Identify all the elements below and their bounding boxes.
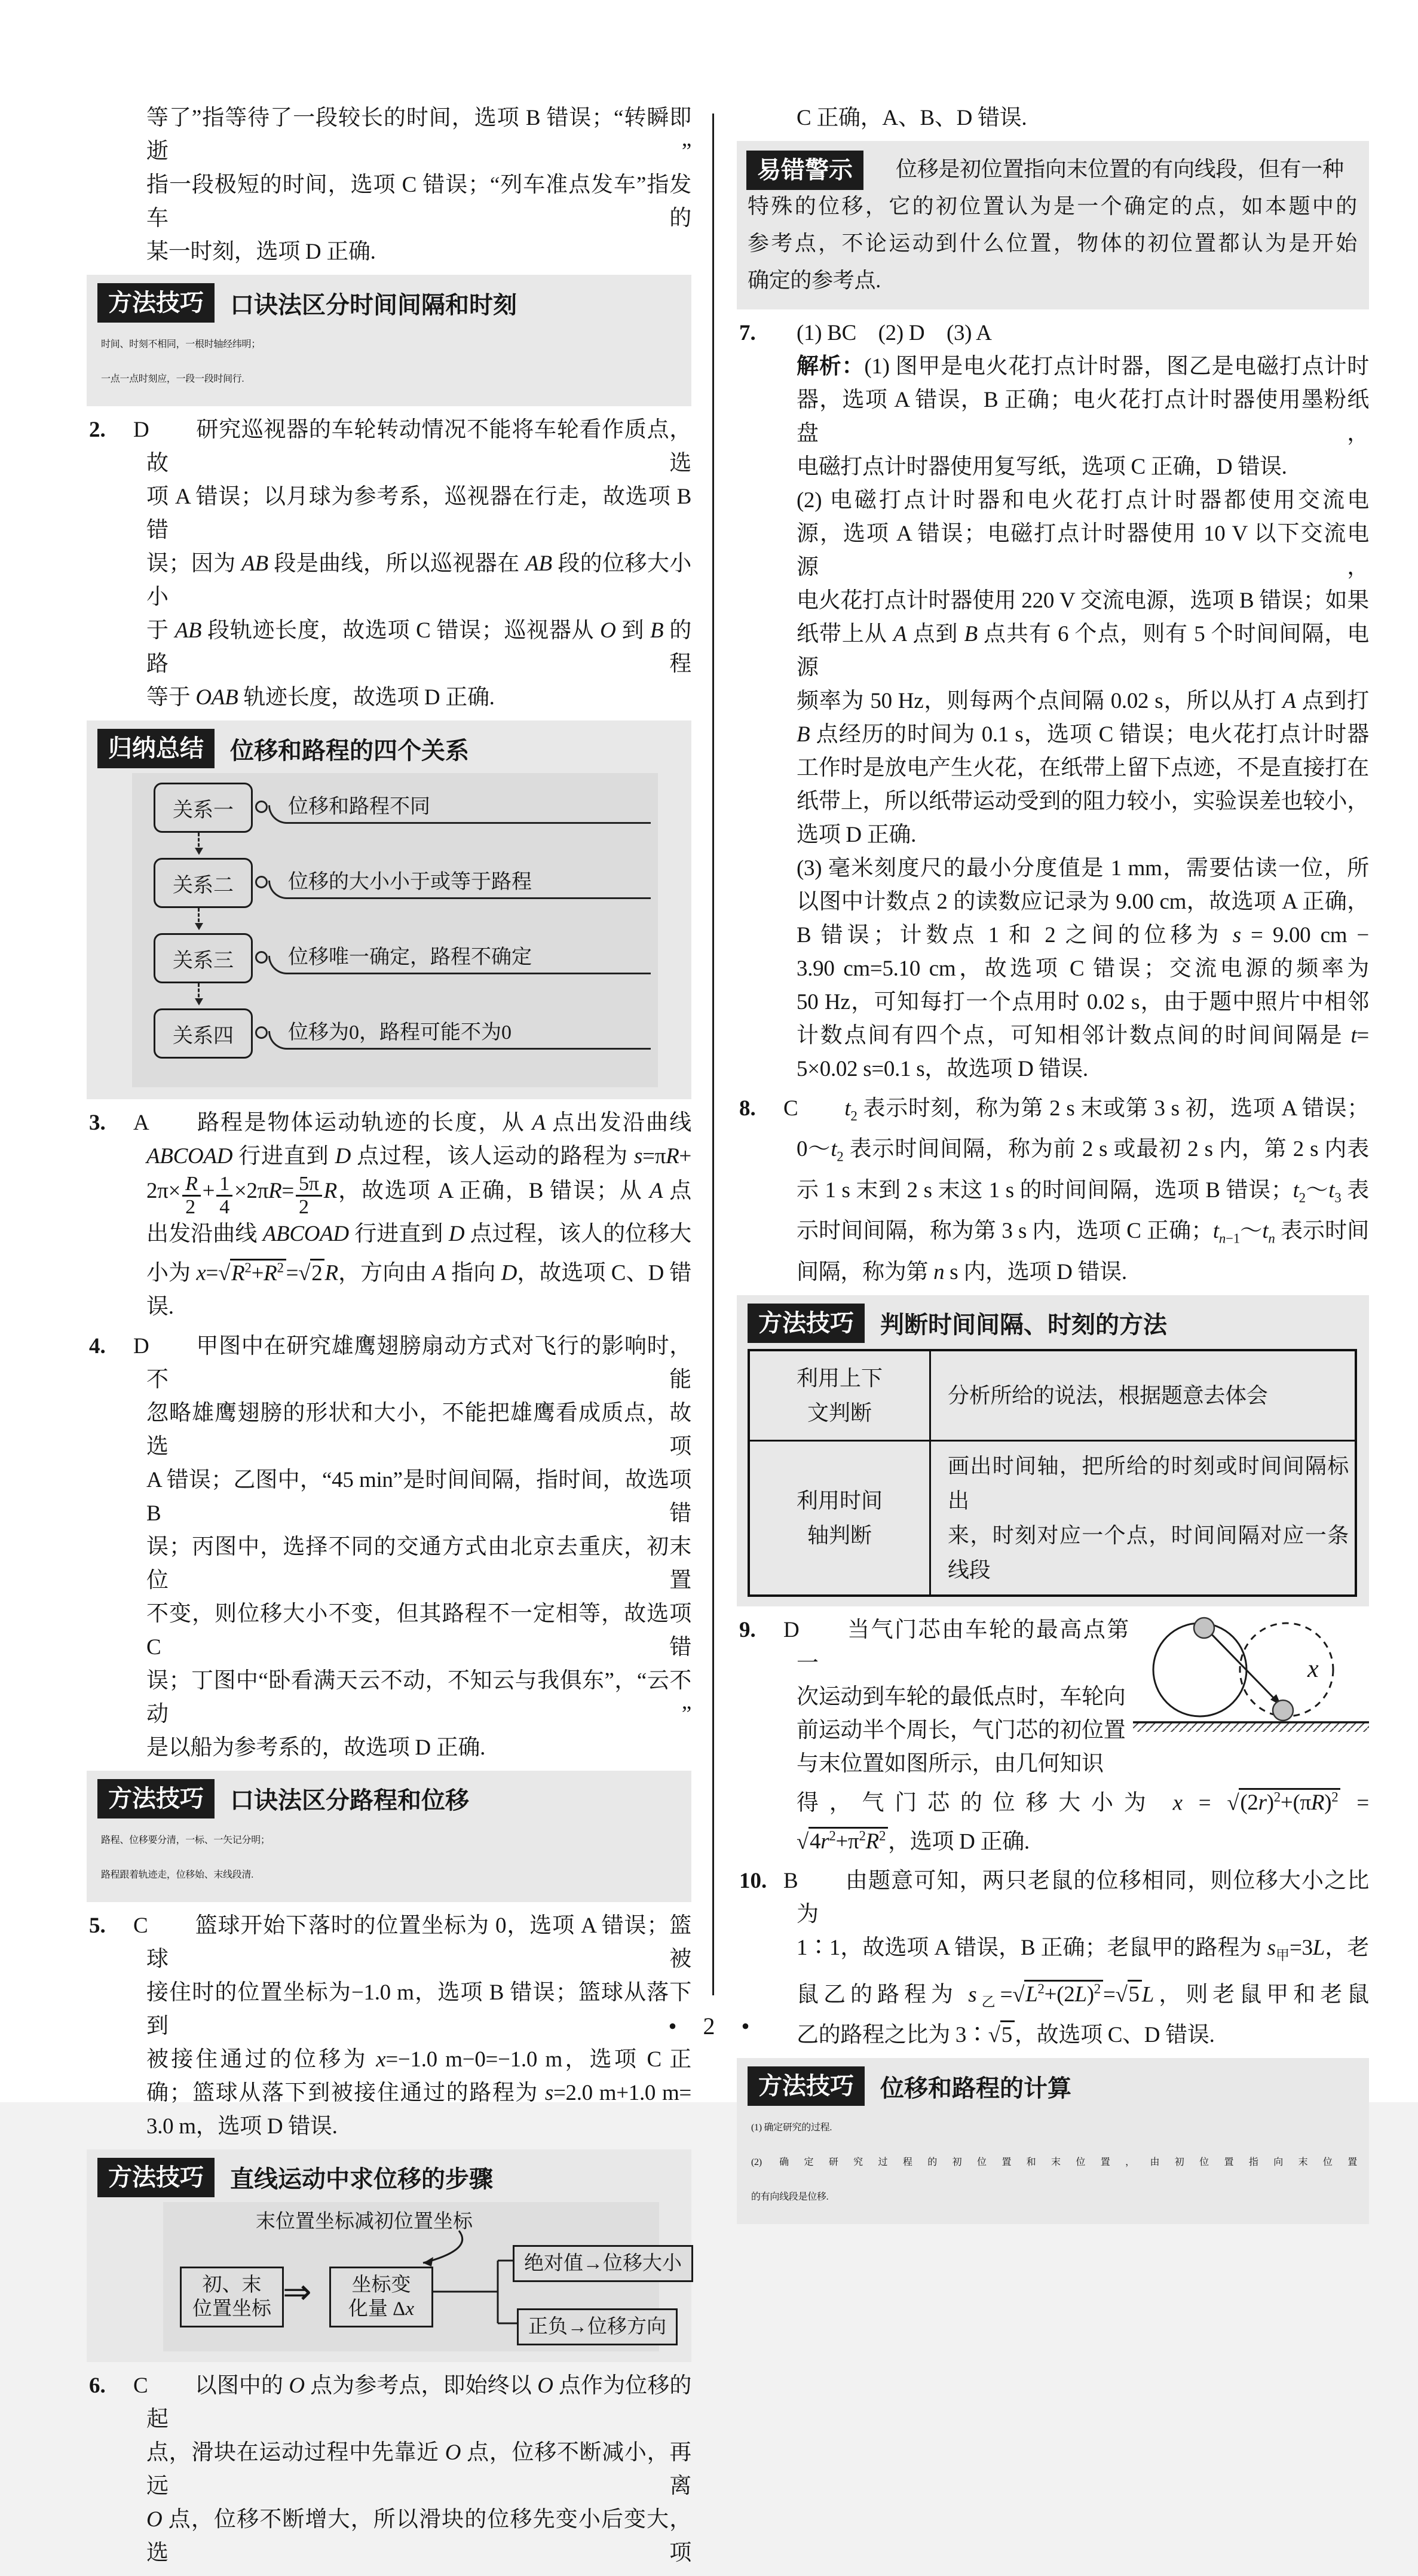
text-line: O 点，位移不断增大，所以滑块的位移先变小后变大，选项 bbox=[146, 2507, 691, 2565]
item-body-wide bbox=[797, 1781, 1369, 1859]
text-line: 误；因为 AB 段是曲线，所以巡视器在 AB 段的位移大小小 bbox=[146, 551, 691, 609]
item-first-line bbox=[783, 1864, 1369, 1931]
item-first-line bbox=[133, 1106, 691, 1140]
answer-letter: D bbox=[783, 1617, 800, 1642]
item-text: 甲图中在研究雄鹰翅膀扇动方式对飞行的影响时，不能 bbox=[146, 1333, 691, 1392]
item-body bbox=[146, 480, 691, 714]
relations-flowchart bbox=[132, 773, 658, 1087]
text-line: 与末位置如图所示，由几何知识 bbox=[797, 1751, 1104, 1776]
warning-tag: 易错警示 bbox=[746, 151, 863, 190]
text-line: (2) 确定研究过程的初位置和末位置，由初位置指向末位置 bbox=[751, 2157, 1357, 2168]
item-body bbox=[146, 2436, 691, 2570]
text-line: $0\sim t_2$ 表示时间间隔，称为前 2 s 或最初 2 s 内，第 2 s 内表 bbox=[797, 1137, 1369, 1164]
table-cell-description bbox=[931, 1442, 1355, 1594]
connector-circle-icon bbox=[255, 1026, 268, 1039]
text-line: 选项 D 正确. bbox=[797, 823, 917, 847]
item-text: 以图中的 O 点为参考点，即始终以 O 点作为位移的起 bbox=[146, 2373, 692, 2431]
text-line: 解析：(1) 图甲是电火花打点计时器，图乙是电磁打点计时 bbox=[797, 354, 1369, 379]
item-first-line bbox=[783, 1614, 1129, 1680]
text-line: 分析所给的说法，根据题意去体会 bbox=[948, 1383, 1268, 1407]
box-title: 口诀法区分时间间隔和时刻 bbox=[230, 292, 517, 318]
method-tag: 方法技巧 bbox=[97, 1779, 215, 1818]
text-line: 画出时间轴，把所给的时刻或时间间隔标出 bbox=[948, 1453, 1349, 1513]
table-cell-description bbox=[931, 1351, 1355, 1440]
text-line: 以图中计数点 2 的读数应记录为 9.00 cm，故选项 A 正确， bbox=[797, 890, 1369, 914]
text-line: B 错误；计数点 1 和 2 之间的位移为 s = 9.00 cm − bbox=[797, 923, 1369, 947]
text-line: 1∶1，故选项 A 错误，B 正确；老鼠甲的路程为 $s_甲=3L$，老 bbox=[797, 1936, 1370, 1963]
dashed-arrow-icon bbox=[198, 908, 200, 927]
relation-row bbox=[154, 858, 658, 933]
text-line: 出发沿曲线 ABCOAD 行进直到 D 点过程，该人的位移大 bbox=[146, 1222, 692, 1247]
text-line: 频率为 50 Hz，则每两个点间隔 0.02 s，所以从打 A 点到打 bbox=[797, 689, 1369, 713]
relation-node: 关系三 bbox=[154, 933, 253, 983]
item-first-line bbox=[783, 1092, 1369, 1133]
analysis-paragraph-1 bbox=[797, 350, 1369, 484]
table-row bbox=[750, 1440, 1355, 1594]
displacement-steps-flowchart bbox=[163, 2202, 682, 2351]
method-tag: 方法技巧 bbox=[748, 2066, 865, 2106]
flow-box-line: 位置坐标 bbox=[192, 2298, 271, 2320]
relation-row bbox=[154, 933, 658, 1008]
displacement-label: x bbox=[1307, 1655, 1319, 1683]
box-header bbox=[97, 1779, 679, 1818]
box-title: 直线运动中求位移的步骤 bbox=[230, 2166, 493, 2193]
warning-box bbox=[737, 141, 1369, 309]
text-line: 鼠乙的路程为 $s_乙=√L^2+(2L)^2 =√5$ L，则老鼠甲和老鼠 bbox=[797, 1973, 1369, 2019]
text-line: 示时间间隔，称为第 3 s 内，选项 C 正确；$t_{n-1}\sim t_n$ 表示时间 bbox=[797, 1219, 1369, 1246]
method-box-calc bbox=[737, 2058, 1369, 2224]
text-line: (2) 电磁打点计时器和电火花打点计时器都使用交流电 bbox=[797, 488, 1369, 513]
item-first-line bbox=[133, 1909, 691, 1976]
text-line: 电磁打点计时器使用复写纸，选项 C 正确，D 错误. bbox=[797, 455, 1287, 479]
item-number: 10. bbox=[739, 1869, 767, 1894]
summary-tag: 归纳总结 bbox=[97, 729, 215, 768]
item-number: 8. bbox=[739, 1096, 756, 1121]
answer-letter: B bbox=[783, 1869, 798, 1894]
item-3 bbox=[87, 1106, 691, 1324]
item-number: 7. bbox=[739, 321, 756, 345]
item-body bbox=[146, 1140, 691, 1324]
cell-line: 利用时间 bbox=[796, 1488, 883, 1513]
relation-row bbox=[154, 783, 658, 858]
text-line: 计数点间有四个点，可知相邻计数点间的时间间隔是 t= bbox=[797, 1023, 1369, 1048]
method-tag: 方法技巧 bbox=[97, 283, 215, 323]
ground-hatching bbox=[1133, 1722, 1369, 1732]
text-line: 50 Hz，可知每打一个点用时 0.02 s，由于题中照片中相邻 bbox=[797, 990, 1369, 1014]
item-2 bbox=[87, 413, 691, 714]
connector-circle-icon bbox=[255, 876, 268, 888]
text-line: 得，气门芯的位移大小为 $x = √(2r)^2+(\pi R)^2$ = bbox=[797, 1781, 1369, 1820]
box-body bbox=[97, 327, 679, 397]
cell-line: 轴判断 bbox=[807, 1523, 872, 1547]
item-first-line bbox=[133, 413, 691, 480]
flow-box-line: 化量 Δx bbox=[348, 2298, 415, 2320]
item-first-line bbox=[133, 1330, 691, 1397]
text-line: A 错误；乙图中，“45 min”是时间间隔，指时间，故选项 B 错 bbox=[146, 1467, 691, 1526]
answer-letter: C bbox=[783, 1096, 798, 1121]
text-line: 纸带上，所以纸带运动受到的阻力较小，实验误差也较小， bbox=[797, 789, 1369, 814]
text-line: 参考点，不论运动到什么位置，物体的初位置都认为是开始 bbox=[748, 231, 1357, 255]
relation-node: 关系一 bbox=[154, 783, 253, 833]
flow-box-direction: 正负→位移方向 bbox=[517, 2308, 678, 2345]
item-text: 当气门芯由车轮的最高点第一 bbox=[797, 1617, 1129, 1676]
text-line: 次运动到车轮的最低点时，车轮向 bbox=[797, 1684, 1126, 1709]
relation-node: 关系四 bbox=[154, 1008, 253, 1059]
text-line: (3) 毫米刻度尺的最小分度值是 1 mm，需要估读一位，所 bbox=[797, 856, 1369, 881]
analysis-paragraph-3 bbox=[797, 852, 1369, 1086]
text-line: 等了”指等待了一段较长的时间，选项 B 错误；“转瞬即逝” bbox=[146, 106, 691, 164]
text-line: 特殊的位移，它的初位置认为是一个确定的点，如本题中的 bbox=[748, 194, 1357, 218]
text-line: C 正确，A、B、D 错误. bbox=[797, 106, 1027, 130]
box-header bbox=[748, 1304, 1357, 1343]
item-body bbox=[797, 1133, 1369, 1289]
item1-continuation bbox=[87, 102, 691, 269]
cell-line: 利用上下 bbox=[796, 1366, 883, 1390]
text-line: 于 AB 段轨迹长度，故选项 C 错误；巡视器从 O 到 B 的路程 bbox=[146, 618, 691, 676]
method-box-path bbox=[87, 1771, 691, 1902]
summary-box bbox=[87, 720, 691, 1099]
relation-text: 位移和路程不同 bbox=[288, 796, 430, 818]
wheel-displacement-diagram bbox=[1133, 1611, 1369, 1734]
dashed-arrow-icon bbox=[198, 983, 200, 1002]
double-arrow-icon: ⇒ bbox=[283, 2271, 312, 2312]
text-line: 乙的路程之比为 3∶√5 ，故选项 C、D 错误. bbox=[797, 2019, 1369, 2052]
text-line: 一点一点时刻应，一段一段时间行. bbox=[101, 374, 244, 384]
box-title: 口诀法区分路程和位移 bbox=[230, 1787, 469, 1814]
flow-box-delta-x bbox=[329, 2267, 433, 2327]
box-header bbox=[97, 283, 679, 323]
text-line: 5×0.02 s=0.1 s，故选项 D 错误. bbox=[797, 1057, 1088, 1081]
text-line: 指一段极短的时间，选项 C 错误；“列车准点发车”指发车的 bbox=[146, 173, 691, 231]
valve-initial-dot bbox=[1194, 1618, 1214, 1638]
dashed-arrow-icon bbox=[198, 833, 200, 852]
text-line: 等于 OAB 轨迹长度，故选项 D 正确. bbox=[146, 685, 495, 710]
cell-line: 文判断 bbox=[807, 1400, 872, 1425]
text-line: 确定的参考点. bbox=[748, 268, 881, 292]
relation-text: 位移的大小小于或等于路程 bbox=[288, 871, 532, 893]
displacement-arrow-icon bbox=[1210, 1633, 1278, 1703]
item-7 bbox=[737, 317, 1369, 1086]
relation-text: 位移唯一确定，路程不确定 bbox=[288, 946, 532, 968]
item-number: 4. bbox=[89, 1333, 106, 1358]
box-body bbox=[748, 2111, 1357, 2215]
item-text: 路程是物体运动轨迹的长度，从 A 点出发沿曲线 bbox=[195, 1111, 691, 1135]
item-first-line bbox=[133, 2369, 692, 2436]
item-text: 篮球开始下落时的位置坐标为 0，选项 A 错误；篮球被 bbox=[146, 1913, 691, 1971]
text-line: 器，选项 A 错误，B 正确；电火花打点计时器使用墨粉纸盘， bbox=[797, 388, 1369, 446]
text-line: 2π× $\frac{R}{2}$ + $\frac{1}{4}$ ×2πR= $\frac{5\pi}{2}$ R，故选项 A 正确，B 错误；从 A 点 bbox=[146, 1173, 691, 1218]
method-tag: 方法技巧 bbox=[748, 1304, 865, 1343]
table-row bbox=[750, 1351, 1355, 1440]
text-line: 误. bbox=[146, 1294, 174, 1319]
item-text: 研究巡视器的车轮转动情况不能将车轮看作质点，故选 bbox=[146, 418, 691, 476]
method-tag: 方法技巧 bbox=[97, 2158, 215, 2197]
text-line: 是以船为参考系的，故选项 D 正确. bbox=[146, 1735, 486, 1760]
text-line: 示 1 s 末到 2 s 末这 1 s 的时间间隔，选项 B 错误；$t_2\sim t_3$ 表 bbox=[797, 1177, 1369, 1206]
flow-top-label: 末位置坐标减初位置坐标 bbox=[256, 2210, 473, 2232]
item-9 bbox=[737, 1614, 1369, 1859]
text-line: $√4r^2+\pi^2R^2$ ，选项 D 正确. bbox=[797, 1820, 1369, 1859]
text-line: (1) 确定研究的过程. bbox=[751, 2123, 832, 2133]
text-line: 忽略雄鹰翅膀的形状和大小，不能把雄鹰看成质点，故选项 bbox=[146, 1400, 691, 1459]
method-box-judge bbox=[737, 1295, 1369, 1606]
connector-circle-icon bbox=[255, 801, 268, 813]
text-line: 纸带上从 A 点到 B 点共有 6 个点，则有 5 个时间间隔，电源 bbox=[797, 622, 1370, 680]
relation-text: 位移为0，路程可能不为0 bbox=[288, 1022, 512, 1044]
text-line: 接住时的位置坐标为−1.0 m，选项 B 错误；篮球从落下到 bbox=[146, 1980, 691, 2038]
box-title: 位移和路程的四个关系 bbox=[230, 737, 469, 764]
text-line: 3.90 cm=5.10 cm，故选项 C 错误；交流电源的频率为 bbox=[797, 956, 1369, 981]
flow-box-magnitude: 绝对值→位移大小 bbox=[513, 2245, 693, 2282]
item-4 bbox=[87, 1330, 691, 1765]
item-number: 2. bbox=[89, 418, 106, 442]
item-number: 5. bbox=[89, 1913, 106, 1938]
box-body bbox=[97, 1823, 679, 1893]
text-line: 确；篮球从落下到被接住通过的路程为 s=2.0 m+1.0 m= bbox=[146, 2080, 691, 2105]
text-line: 来，时刻对应一个点，时间间隔对应一条线段 bbox=[948, 1523, 1349, 1582]
text-line: 误；丁图中“卧看满天云不动，不知云与我俱东”，“云不动” bbox=[146, 1668, 691, 1726]
text-line: 前运动半个周长，气门芯的初位置 bbox=[797, 1718, 1126, 1743]
answer-letter: D bbox=[133, 418, 149, 442]
item-number: 3. bbox=[89, 1111, 106, 1135]
text-line: 间隔，称为第 n s 内，选项 D 错误. bbox=[797, 1259, 1127, 1284]
method-box-time bbox=[87, 275, 691, 406]
text-line: 小为 $x=√R^2+R^2 =√2$ R，方向由 A 指向 D，故选项 C、D 错 bbox=[146, 1251, 691, 1290]
item-body bbox=[146, 1976, 691, 2143]
box-header bbox=[97, 2158, 679, 2197]
item-8 bbox=[737, 1092, 1369, 1289]
item6-continuation bbox=[737, 102, 1369, 135]
text-line: 不变，则位移大小不变，但其路程不一定相等，故选项 C 错 bbox=[146, 1601, 691, 1660]
item-body bbox=[146, 1397, 691, 1765]
flow-box-line: 坐标变 bbox=[351, 2274, 411, 2296]
text-line: 3.0 m，选项 D 错误. bbox=[146, 2114, 338, 2139]
text-line: 的有向线段是位移. bbox=[751, 2192, 829, 2203]
box-title: 判断时间间隔、时刻的方法 bbox=[880, 1312, 1167, 1339]
text-line: 时间、时刻不相同，一根时轴经纬明； bbox=[101, 339, 261, 349]
answer-letter: D bbox=[133, 1333, 149, 1358]
text-line: 点，滑块在运动过程中先靠近 O 点，位移不断减小，再远离 bbox=[146, 2440, 691, 2498]
relation-row bbox=[154, 1008, 658, 1084]
text-line: 项 A 错误；以月球为参考系，巡视器在行走，故选项 B 错 bbox=[146, 484, 691, 542]
box-header bbox=[748, 2066, 1357, 2106]
connector-circle-icon bbox=[255, 951, 268, 964]
box-title: 位移和路程的计算 bbox=[880, 2075, 1071, 2102]
item-6 bbox=[87, 2369, 691, 2570]
flow-box-line: 初、末 bbox=[202, 2274, 262, 2296]
item-number: 6. bbox=[89, 2373, 106, 2398]
page-number: • 2 • bbox=[668, 2013, 750, 2040]
column-divider bbox=[712, 114, 714, 1995]
table-cell-method bbox=[750, 1442, 931, 1594]
answer-letter: C bbox=[133, 1913, 148, 1938]
text-line: 位移是初位置指向末位置的有向线段，但有一种 bbox=[896, 157, 1344, 181]
judge-methods-table bbox=[748, 1349, 1357, 1597]
box-header bbox=[97, 729, 679, 768]
answer-letter: A bbox=[133, 1111, 149, 1135]
relation-node: 关系二 bbox=[154, 858, 253, 908]
text-line: 某一时刻，选项 D 正确. bbox=[146, 240, 376, 264]
item-text: $t_2$ 表示时刻，称为第 2 s 末或第 3 s 初，选项 A 错误； bbox=[844, 1096, 1369, 1124]
item-text: 由题意可知，两只老鼠的位移相同，则位移大小之比为 bbox=[797, 1869, 1369, 1927]
text-line: B 点经历的时间为 0.1 s，选项 C 错误；电火花打点计时器 bbox=[797, 722, 1369, 747]
text-line: 误；丙图中，选择不同的交通方式由北京去重庆，初末位置 bbox=[146, 1534, 691, 1593]
text-line: 被接住通过的位移为 x=−1.0 m−0=−1.0 m，选项 C 正 bbox=[146, 2047, 692, 2072]
column-left bbox=[87, 102, 691, 2576]
item-answers: (1) BC (2) D (3) A bbox=[797, 321, 992, 345]
text-line: 工作时是放电产生火花，在纸带上留下点迹，不是直接打在 bbox=[797, 756, 1369, 780]
text-line: 路程、位移要分清，一标、一矢记分明； bbox=[101, 1835, 270, 1845]
method-box-steps bbox=[87, 2149, 691, 2362]
column-right bbox=[737, 102, 1369, 2231]
table-cell-method bbox=[750, 1351, 931, 1440]
item-number: 9. bbox=[739, 1617, 756, 1642]
text-line: 路程跟着轨迹走，位移始、末线段清. bbox=[101, 1869, 253, 1880]
text-line: 电火花打点计时器使用 220 V 交流电源，选项 B 错误；如果 bbox=[797, 588, 1369, 613]
analysis-paragraph-2 bbox=[797, 484, 1369, 852]
answer-letter: C bbox=[133, 2373, 148, 2398]
text-line: ABCOAD 行进直到 D 点过程，该人运动的路程为 s=πR+ bbox=[146, 1144, 691, 1169]
valve-final-dot bbox=[1273, 1700, 1293, 1721]
text-line: 源，选项 A 错误；电磁打点计时器使用 10 V 以下交流电源， bbox=[797, 522, 1369, 579]
flow-box-initial-final bbox=[180, 2267, 284, 2327]
